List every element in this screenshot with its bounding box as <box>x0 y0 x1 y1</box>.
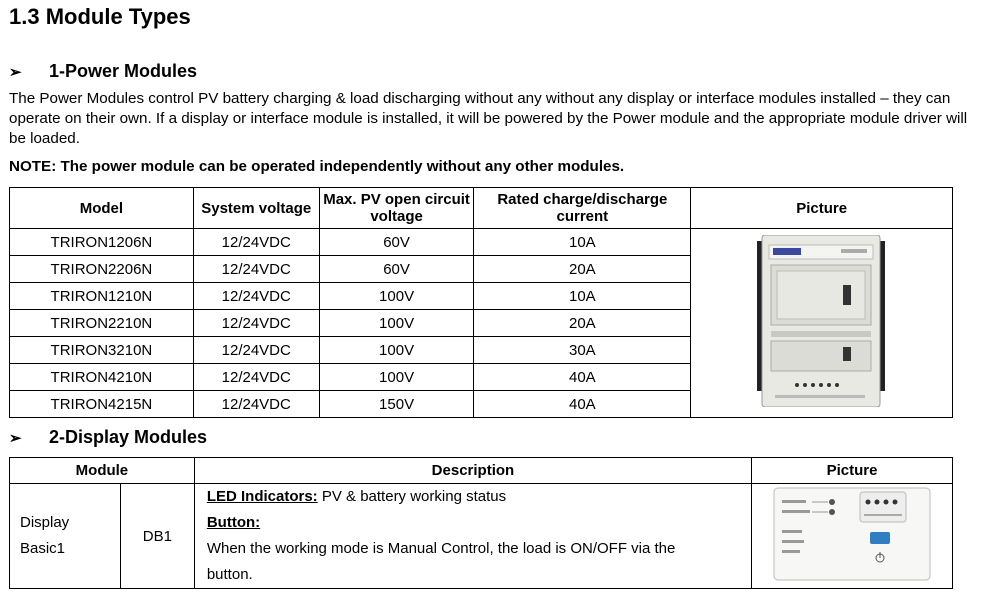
display-module-image <box>772 486 932 582</box>
display-modules-heading <box>9 427 207 448</box>
column-header: Description <box>194 458 751 484</box>
voltage-cell: 12/24VDC <box>193 310 319 337</box>
model-cell: TRIRON1210N <box>10 283 194 310</box>
power-modules-table <box>9 187 953 418</box>
table-header-row <box>10 458 953 484</box>
voltage-cell: 12/24VDC <box>193 391 319 418</box>
button-description-cont: button. <box>206 566 253 583</box>
current-cell: 10A <box>474 229 691 256</box>
description-cell <box>194 484 751 589</box>
pv-voltage-cell: 100V <box>319 364 474 391</box>
current-cell: 10A <box>474 283 691 310</box>
voltage-cell: 12/24VDC <box>193 256 319 283</box>
model-cell: TRIRON4210N <box>10 364 194 391</box>
current-cell: 40A <box>474 364 691 391</box>
voltage-cell: 12/24VDC <box>193 364 319 391</box>
model-cell: TRIRON2210N <box>10 310 194 337</box>
pv-voltage-cell: 100V <box>319 283 474 310</box>
pv-voltage-cell: 100V <box>319 337 474 364</box>
led-indicators-text: PV & battery working status <box>317 488 507 505</box>
display-module-picture <box>752 484 953 589</box>
module-name-cell <box>10 484 121 589</box>
voltage-cell: 12/24VDC <box>193 283 319 310</box>
note-text: NOTE: The power module can be operated independently without any other modules. <box>9 158 625 175</box>
pv-voltage-cell: 150V <box>319 391 474 418</box>
current-cell: 20A <box>474 256 691 283</box>
bullet-arrow-icon: ➢ <box>9 429 22 447</box>
table-row <box>10 484 953 589</box>
pv-voltage-cell: 60V <box>319 229 474 256</box>
display-modules-title: 2-Display Modules <box>49 427 208 447</box>
table-header-row <box>10 188 953 229</box>
current-cell: 30A <box>474 337 691 364</box>
section-heading: 1.3 Module Types <box>9 4 191 29</box>
pv-voltage-cell: 60V <box>319 256 474 283</box>
column-header: Picture <box>691 188 953 229</box>
current-cell: 20A <box>474 310 691 337</box>
power-module-image <box>757 235 887 407</box>
voltage-cell: 12/24VDC <box>193 229 319 256</box>
power-modules-heading <box>9 61 197 82</box>
led-indicators-label: LED Indicators: <box>206 488 318 505</box>
module-name-line: Basic1 <box>20 540 66 557</box>
module-code-cell: DB1 <box>120 484 194 589</box>
module-name-line: Display <box>20 514 70 531</box>
model-cell: TRIRON1206N <box>10 229 194 256</box>
voltage-cell: 12/24VDC <box>193 337 319 364</box>
button-description: When the working mode is Manual Control, the load is ON/OFF via the <box>206 540 676 557</box>
column-header: System voltage <box>193 188 319 229</box>
model-cell: TRIRON4215N <box>10 391 194 418</box>
bullet-arrow-icon: ➢ <box>9 63 22 81</box>
pv-voltage-cell: 100V <box>319 310 474 337</box>
table-row <box>10 229 953 256</box>
column-header: Picture <box>752 458 953 484</box>
column-header: Module <box>10 458 195 484</box>
column-header: Max. PV open circuit voltage <box>319 188 474 229</box>
model-cell: TRIRON2206N <box>10 256 194 283</box>
display-modules-table <box>9 457 953 589</box>
column-header: Rated charge/discharge current <box>474 188 691 229</box>
model-cell: TRIRON3210N <box>10 337 194 364</box>
current-cell: 40A <box>474 391 691 418</box>
power-module-picture <box>691 229 953 418</box>
power-modules-paragraph: The Power Modules control PV battery charging & load discharging without any without any display or interface modules installed – they can operate on their own. If a display or interface module is installed, it will be powered by the Power module and the appropriate module driver will be loaded. <box>9 90 968 147</box>
button-label: Button: <box>206 514 261 531</box>
power-modules-title: 1-Power Modules <box>49 61 198 81</box>
column-header: Model <box>10 188 194 229</box>
